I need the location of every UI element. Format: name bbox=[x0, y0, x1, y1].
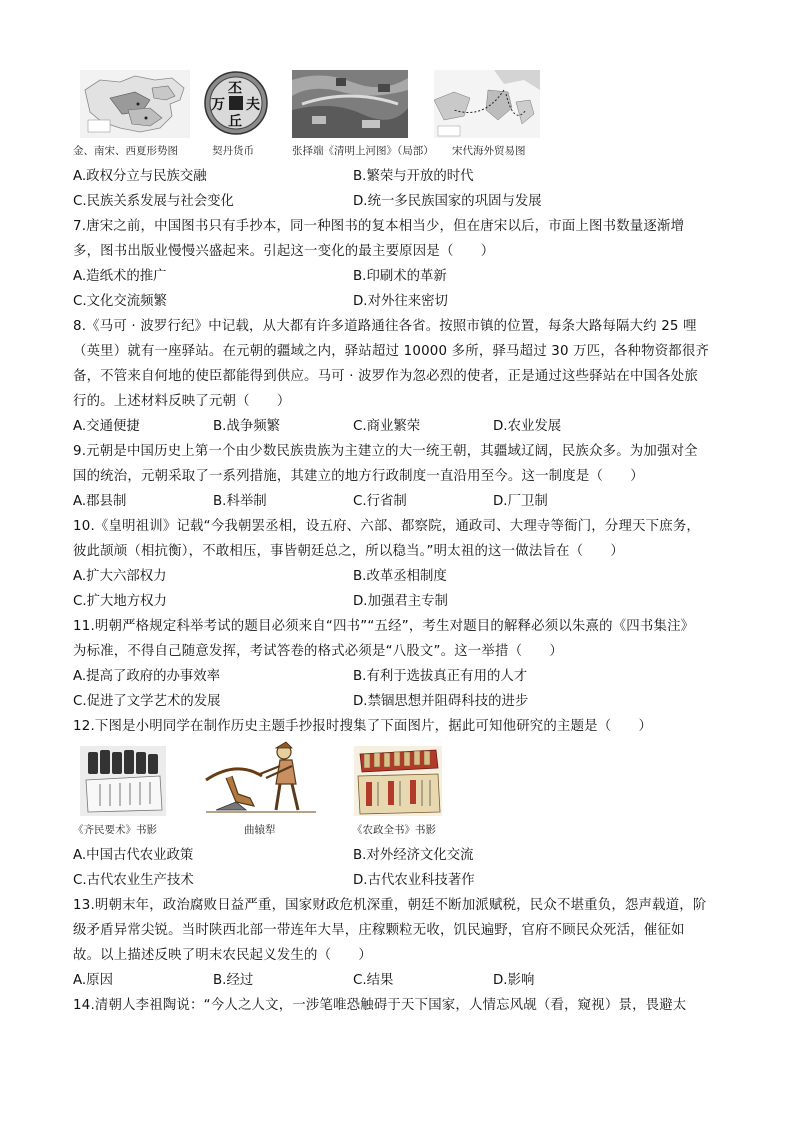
q8-stem-line-4: 行的。上述材料反映了元朝（ ） bbox=[73, 394, 291, 409]
q7-stem-line-1: 7.唐宋之前，中国图书只有手抄本，同一种图书的复本相当少，但在唐宋以后，市面上图书数量逐渐增 bbox=[73, 219, 685, 234]
q9-stem-line-1: 9.元朝是中国历史上第一个由少数民族贵族为主建立的大一统王朝，其疆域辽阔，民族众多。为加强对全 bbox=[73, 444, 698, 459]
qimin-yaoshu-book-image bbox=[80, 746, 166, 816]
q9-option-b[interactable]: B.科举制 bbox=[213, 494, 267, 509]
q8-option-a[interactable]: A.交通便捷 bbox=[73, 419, 140, 434]
khitan-coin-image bbox=[203, 70, 269, 136]
q8-option-d[interactable]: D.农业发展 bbox=[493, 419, 562, 434]
q11-option-b[interactable]: B.有利于选拔真正有用的人才 bbox=[353, 669, 528, 684]
trade-map-caption: 宋代海外贸易图 bbox=[452, 145, 526, 157]
q11-option-a[interactable]: A.提高了政府的办事效率 bbox=[73, 669, 221, 684]
q8-option-c[interactable]: C.商业繁荣 bbox=[353, 419, 421, 434]
q10-stem-line-2: 彼此颉颃（相抗衡），不敢相压，事皆朝廷总之，所以稳当。”明太祖的这一做法旨在（ ） bbox=[73, 544, 624, 559]
q11-option-d[interactable]: D.禁锢思想并阻碍科技的进步 bbox=[353, 694, 529, 709]
nongzheng-quanshu-caption: 《农政全书》书影 bbox=[352, 824, 436, 836]
q10-option-d[interactable]: D.加强君主专制 bbox=[353, 594, 448, 609]
q13-option-d[interactable]: D.影响 bbox=[493, 973, 535, 988]
q9-option-d[interactable]: D.厂卫制 bbox=[493, 494, 548, 509]
q9-option-c[interactable]: C.行省制 bbox=[353, 494, 407, 509]
q10-stem-line-1: 10.《皇明祖训》记载“今我朝罢丞相，设五府、六部、都察院，通政司、大理寺等衙门，分理天下庶务， bbox=[73, 519, 701, 534]
q10-option-c[interactable]: C.扩大地方权力 bbox=[73, 594, 167, 609]
q9-stem-line-2: 国的统治，元朝采取了一系列措施，其建立的地方行政制度一直沿用至今。这一制度是（ ） bbox=[73, 469, 644, 484]
q14-stem-line-1: 14.清朝人李祖陶说：“今人之人文，一涉笔唯恐触碍于天下国家，人情忘风觇（看，窥视）景，畏避太 bbox=[73, 998, 687, 1013]
q11-stem-line-2: 为标准，不得自己随意发挥，考试答卷的格式必须是“八股文”。这一举措（ ） bbox=[73, 644, 563, 659]
q7-option-d[interactable]: D.对外往来密切 bbox=[353, 294, 448, 309]
q12-option-c[interactable]: C.古代农业生产技术 bbox=[73, 873, 194, 888]
q7-option-a[interactable]: A.造纸术的推广 bbox=[73, 269, 167, 284]
q8-stem-line-2: （英里）就有一座驿站。在元朝的疆域之内，驿站超过 10000 多所，驿马超过 30 万匹，各种物资都很齐 bbox=[73, 344, 710, 359]
q13-stem-line-2: 级矛盾异常尖锐。当时陕西北部一带连年大旱，庄稼颗粒无收，饥民遍野，官府不顾民众死活，催征如 bbox=[73, 923, 685, 938]
q12-option-d[interactable]: D.古代农业科技著作 bbox=[353, 873, 475, 888]
curved-plow-image bbox=[196, 740, 320, 820]
q10-option-b[interactable]: B.改革丞相制度 bbox=[353, 569, 447, 584]
q9-option-a[interactable]: A.郡县制 bbox=[73, 494, 127, 509]
q6-option-a[interactable]: A.政权分立与民族交融 bbox=[73, 169, 207, 184]
q12-stem: 12.下图是小明同学在制作历史主题手抄报时搜集了下面图片，据此可知他研究的主题是（ ） bbox=[73, 719, 653, 734]
q6-option-b[interactable]: B.繁荣与开放的时代 bbox=[353, 169, 474, 184]
nongzheng-quanshu-book-image bbox=[354, 746, 442, 816]
coin-char-right: 夫 bbox=[246, 97, 260, 113]
q13-stem-line-1: 13.明朝末年，政治腐败日益严重，国家财政危机深重，朝廷不断加派赋税，民众不堪重负，怨声载道，阶 bbox=[73, 898, 707, 913]
q13-option-c[interactable]: C.结果 bbox=[353, 973, 394, 988]
q6-option-d[interactable]: D.统一多民族国家的巩固与发展 bbox=[353, 194, 542, 209]
qingming-painting-image bbox=[292, 70, 408, 138]
coin-caption: 契丹货币 bbox=[212, 145, 254, 157]
q7-option-c[interactable]: C.文化交流频繁 bbox=[73, 294, 167, 309]
q6-option-c[interactable]: C.民族关系发展与社会变化 bbox=[73, 194, 234, 209]
q13-option-b[interactable]: B.经过 bbox=[213, 973, 254, 988]
q12-option-b[interactable]: B.对外经济文化交流 bbox=[353, 848, 474, 863]
map-jin-song-xixia-image bbox=[80, 70, 190, 138]
map-caption: 金、南宋、西夏形势图 bbox=[73, 145, 178, 157]
q13-stem-line-3: 故。以上描述反映了明末农民起义发生的（ ） bbox=[73, 948, 372, 963]
q8-stem-line-1: 8.《马可 · 波罗行纪》中记载，从大都有许多道路通往各省。按照市镇的位置，每条大路每隔大约 25 哩 bbox=[73, 319, 697, 334]
coin-char-left: 万 bbox=[211, 97, 225, 113]
q11-stem-line-1: 11.明朝严格规定科举考试的题目必须来自“四书”“五经”，考生对题目的解释必须以朱熹的《四书集注》 bbox=[73, 619, 695, 634]
q13-option-a[interactable]: A.原因 bbox=[73, 973, 113, 988]
qimin-yaoshu-caption: 《齐民要术》书影 bbox=[73, 824, 157, 836]
q10-option-a[interactable]: A.扩大六部权力 bbox=[73, 569, 167, 584]
curved-plow-caption: 曲辕犁 bbox=[244, 824, 276, 836]
painting-caption: 张择端《清明上河图》（局部） bbox=[292, 145, 434, 157]
q7-option-b[interactable]: B.印刷术的革新 bbox=[353, 269, 447, 284]
coin-char-top: 丕 bbox=[228, 81, 242, 97]
q8-stem-line-3: 备，不管来自何地的使臣都能得到供应。马可 · 波罗作为忽必烈的使者，正是通过这些驿站在中国各处旅 bbox=[73, 369, 698, 384]
song-trade-map-image bbox=[434, 70, 540, 138]
q12-option-a[interactable]: A.中国古代农业政策 bbox=[73, 848, 194, 863]
q7-stem-line-2: 多，图书出版业慢慢兴盛起来。引起这一变化的最主要原因是（ ） bbox=[73, 244, 495, 259]
q8-option-b[interactable]: B.战争频繁 bbox=[213, 419, 281, 434]
q11-option-c[interactable]: C.促进了文学艺术的发展 bbox=[73, 694, 221, 709]
coin-char-bottom: 丘 bbox=[228, 114, 242, 130]
